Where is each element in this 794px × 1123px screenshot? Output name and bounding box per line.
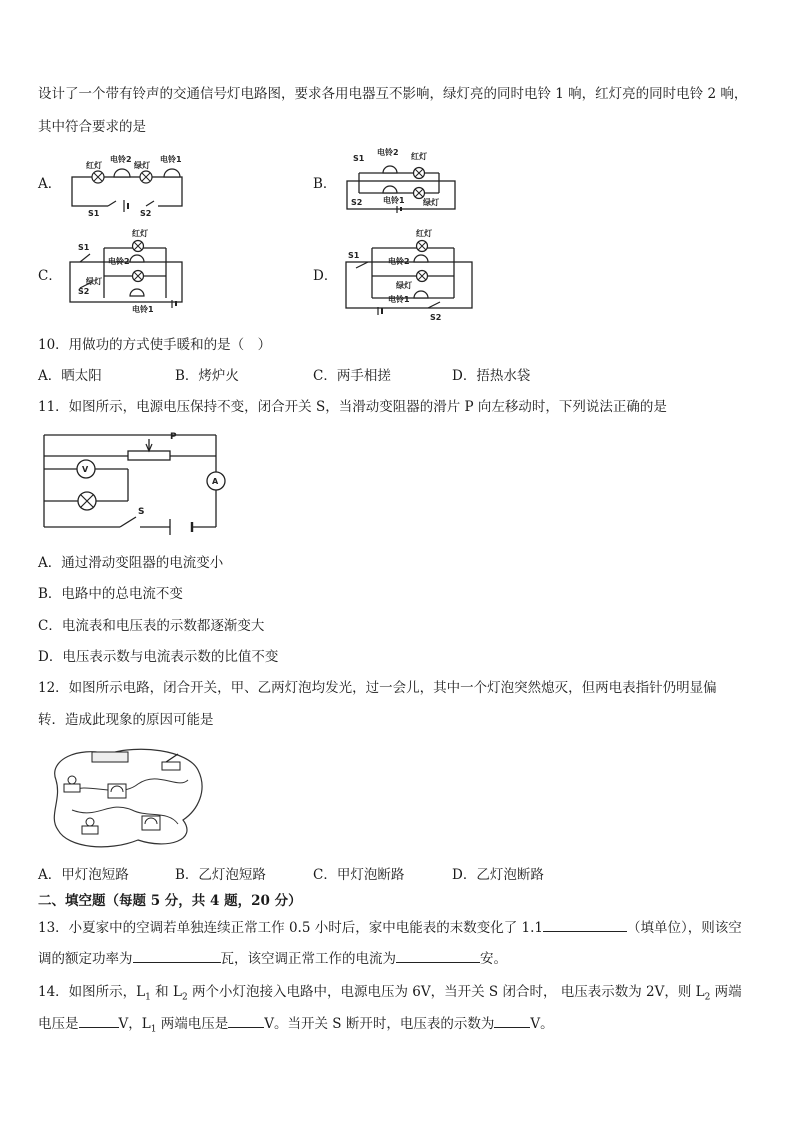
svg-text:P: P — [170, 432, 177, 442]
q13-line2: 调的额定功率为 瓦，该空调正常工作的电流为 安。 — [38, 947, 507, 967]
q9-circuit-b — [345, 143, 460, 215]
svg-text:红灯: 红灯 — [416, 229, 432, 238]
svg-text:电铃2: 电铃2 — [108, 257, 130, 266]
battery-icon — [92, 752, 128, 762]
q9-stem-line1: 设计了一个带有铃声的交通信号灯电路图，要求各用电器互不影响，绿灯亮的同时电铃 1 响，红灯亮的同时电铃 2 响， — [38, 86, 748, 102]
q10-stem: 10．用做功的方式使手暖和的是（ ） — [38, 337, 272, 353]
q12-option-c: C．甲灯泡断路 — [313, 867, 405, 883]
svg-text:红灯: 红灯 — [132, 229, 148, 238]
svg-text:电铃1: 电铃1 — [388, 295, 410, 304]
q12-option-d: D．乙灯泡断路 — [452, 867, 544, 883]
q9-option-a-label: A． — [38, 176, 62, 192]
svg-text:S1: S1 — [78, 243, 90, 252]
svg-text:红灯: 红灯 — [411, 152, 427, 161]
svg-text:S: S — [138, 507, 145, 517]
svg-text:电铃1: 电铃1 — [383, 196, 405, 205]
q9-circuit-d — [342, 228, 477, 320]
svg-text:A: A — [212, 477, 219, 486]
bell-icon — [130, 255, 144, 262]
svg-text:绿灯: 绿灯 — [86, 277, 102, 286]
bell-icon — [383, 186, 397, 193]
bell-icon — [414, 291, 428, 298]
bell-icon — [130, 289, 144, 296]
svg-text:电铃1: 电铃1 — [160, 155, 182, 164]
q10-option-b: B．烤炉火 — [175, 368, 239, 384]
svg-text:电铃2: 电铃2 — [377, 148, 399, 157]
q9-option-c-label: C． — [38, 268, 62, 284]
q12-physical-circuit-illustration — [48, 740, 208, 852]
q12-stem-line2: 转．造成此现象的原因可能是 — [38, 712, 214, 728]
q11-option-a: A．通过滑动变阻器的电流变小 — [38, 555, 224, 571]
bell-icon — [383, 166, 397, 173]
q9-circuit-a — [68, 150, 188, 220]
svg-text:绿灯: 绿灯 — [396, 281, 412, 290]
svg-text:绿灯: 绿灯 — [134, 161, 150, 170]
q10-option-d: D．捂热水袋 — [452, 368, 531, 384]
q14-blank-open[interactable] — [494, 1013, 530, 1028]
q11-stem: 11．如图所示，电源电压保持不变，闭合开关 S，当滑动变阻器的滑片 P 向左移动时，下列说法正确的是 — [38, 399, 667, 415]
switch-icon — [162, 754, 180, 770]
lamp-icon — [82, 818, 98, 834]
svg-text:电铃2: 电铃2 — [110, 155, 132, 164]
lamp-icon — [64, 776, 80, 792]
q14-blank-l1[interactable] — [228, 1013, 264, 1028]
q13-blank-power[interactable] — [133, 948, 221, 963]
meter-icon — [108, 784, 126, 798]
svg-text:电铃2: 电铃2 — [388, 257, 410, 266]
svg-text:S2: S2 — [351, 198, 363, 207]
q14-blank-l2[interactable] — [79, 1013, 119, 1028]
svg-text:S1: S1 — [88, 209, 100, 218]
bell-icon — [114, 169, 130, 177]
meter-icon — [142, 816, 160, 830]
q9-stem-line2: 其中符合要求的是 — [38, 119, 146, 135]
bell-icon — [414, 255, 428, 262]
svg-text:红灯: 红灯 — [86, 161, 102, 170]
svg-text:S1: S1 — [353, 154, 365, 163]
q11-option-c: C．电流表和电压表的示数都逐渐变大 — [38, 618, 265, 634]
svg-text:S1: S1 — [348, 251, 360, 260]
q11-option-d: D．电压表示数与电流表示数的比值不变 — [38, 649, 279, 665]
svg-text:电铃1: 电铃1 — [132, 305, 154, 314]
q14-line2: 电压是 V，$L_1$ 两端电压是 V。当开关 S 断开时，电压表的示数为 V。 — [38, 1012, 554, 1035]
switch-s — [120, 517, 136, 527]
section-title: 二、填空题（每题 5 分，共 4 题，20 分） — [38, 893, 302, 909]
q13-line1: 13．小夏家中的空调若单独连续正常工作 0.5 小时后，家中电能表的末数变化了 1.1 （填单位），则该空 — [38, 916, 742, 936]
q13-blank-unit[interactable] — [543, 917, 627, 932]
q9-option-b-label: B． — [313, 176, 337, 192]
q9-circuit-c — [66, 228, 196, 312]
svg-text:S2: S2 — [78, 287, 90, 296]
bell-icon — [164, 169, 180, 177]
q12-option-a: A．甲灯泡短路 — [38, 867, 129, 883]
svg-text:S2: S2 — [140, 209, 152, 218]
q13-blank-current[interactable] — [396, 948, 480, 963]
q14-line1: 14．如图所示，$L_1$ 和 $L_2$ 两个小灯泡接入电路中，电源电压为 6V，当开关 S 闭合时， 电压表示数为 2V，则 $L_2$ 两端 — [38, 984, 742, 1003]
q10-option-a: A．晒太阳 — [38, 368, 102, 384]
q11-option-b: B．电路中的总电流不变 — [38, 586, 183, 602]
svg-text:绿灯: 绿灯 — [423, 198, 439, 207]
q12-option-b: B．乙灯泡短路 — [175, 867, 266, 883]
svg-text:V: V — [82, 465, 89, 474]
q12-stem-line1: 12．如图所示电路，闭合开关，甲、乙两灯泡均发光，过一会儿，其中一个灯泡突然熄灭，但两电表指针仍明显偏 — [38, 680, 717, 696]
svg-text:S2: S2 — [430, 313, 442, 322]
q9-option-d-label: D． — [313, 268, 338, 284]
q10-option-c: C．两手相搓 — [313, 368, 391, 384]
q11-circuit — [40, 427, 240, 539]
